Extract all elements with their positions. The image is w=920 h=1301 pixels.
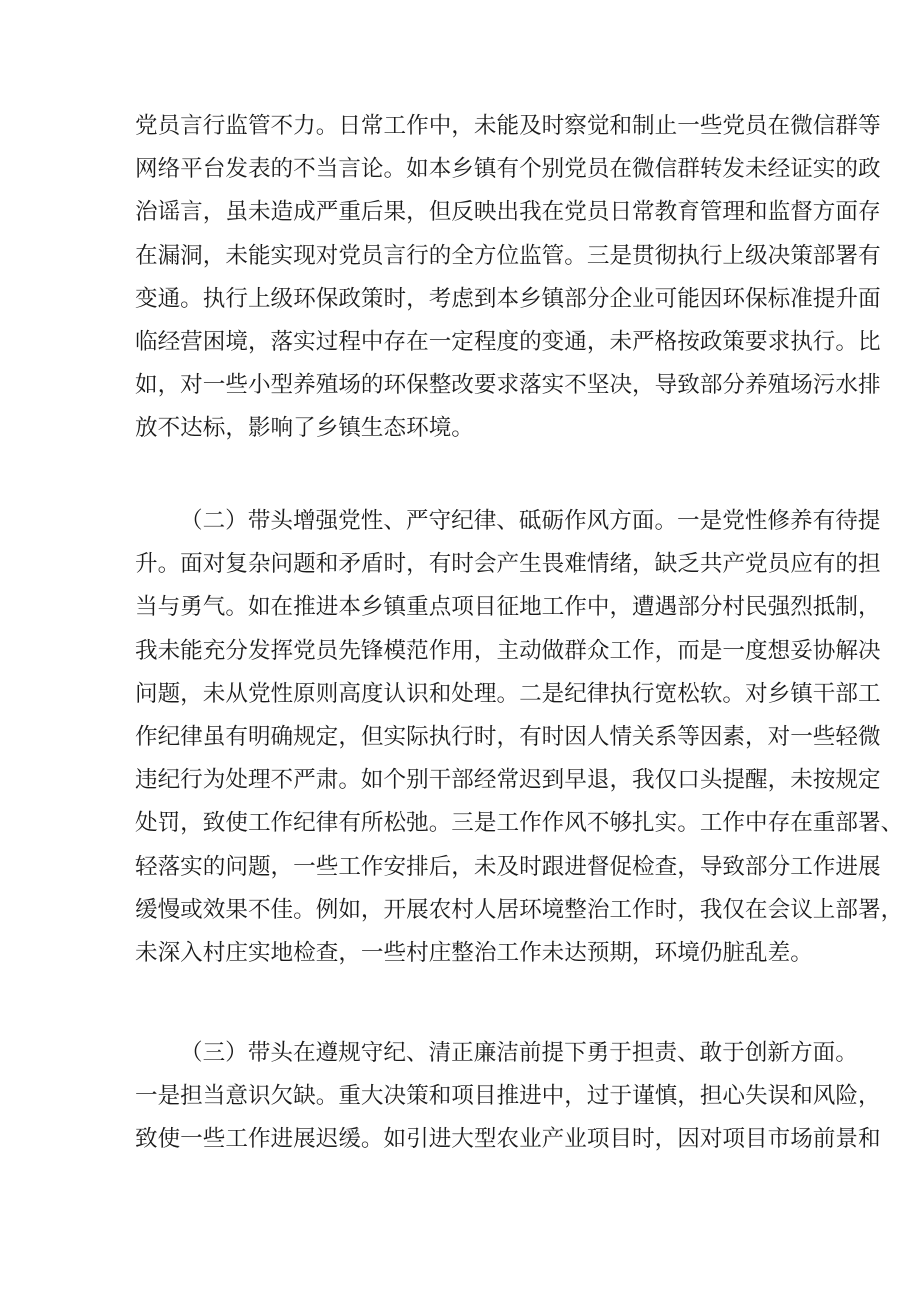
paragraph-line: 缓慢或效果不佳。例如，开展农村人居环境整治工作时，我仅在会议上部署，	[135, 896, 904, 923]
paragraph-line: 党员言行监管不力。日常工作中，未能及时察觉和制止一些党员在微信群等	[135, 113, 881, 139]
paragraph-line: 致使一些工作进展迟缓。如引进大型农业产业项目时，因对项目市场前景和	[135, 1126, 881, 1153]
paragraph-line: 当与勇气。如在推进本乡镇重点项目征地工作中，遭遇部分村民强烈抵制，	[135, 594, 881, 621]
paragraph-line: 作纪律虽有明确规定，但实际执行时，有时因人情关系等因素，对一些轻微	[135, 723, 881, 750]
paragraph-line: 升。面对复杂问题和矛盾时，有时会产生畏难情绪，缺乏共产党员应有的担	[135, 551, 881, 578]
paragraph-line: 处罚，致使工作纪律有所松弛。三是工作作风不够扎实。工作中存在重部署、	[135, 810, 904, 837]
paragraph-1	[135, 105, 881, 451]
paragraph-2	[135, 500, 904, 975]
paragraph-line: （三）带头在遵规守纪、清正廉洁前提下勇于担责、敢于创新方面。	[180, 1040, 858, 1066]
paragraph-line: 放不达标，影响了乡镇生态环境。	[135, 415, 474, 442]
paragraph-line: 如，对一些小型养殖场的环保整改要求落实不坚决，导致部分养殖场污水排	[135, 372, 881, 399]
paragraph-line: 治谣言，虽未造成严重后果，但反映出我在党员日常教育管理和监督方面存	[135, 199, 881, 226]
paragraph-line: 未深入村庄实地检查，一些村庄整治工作未达预期，环境仍脏乱差。	[135, 939, 813, 966]
paragraph-line: 在漏洞，未能实现对党员言行的全方位监管。三是贯彻执行上级决策部署有	[135, 242, 881, 269]
paragraph-line: （二）带头增强党性、严守纪律、砥砺作风方面。一是党性修养有待提	[180, 508, 881, 534]
paragraph-line: 一是担当意识欠缺。重大决策和项目推进中，过于谨慎，担心失误和风险，	[135, 1083, 881, 1110]
paragraph-3	[135, 1032, 881, 1162]
paragraph-line: 变通。执行上级环保政策时，考虑到本乡镇部分企业可能因环保标准提升面	[135, 285, 881, 312]
paragraph-line: 问题，未从党性原则高度认识和处理。二是纪律执行宽松软。对乡镇干部工	[135, 680, 881, 707]
paragraph-line: 我未能充分发挥党员先锋模范作用，主动做群众工作，而是一度想妥协解决	[135, 637, 881, 664]
paragraph-line: 轻落实的问题，一些工作安排后，未及时跟进督促检查，导致部分工作进展	[135, 853, 881, 880]
paragraph-line: 违纪行为处理不严肃。如个别干部经常迟到早退，我仅口头提醒，未按规定	[135, 767, 881, 794]
paragraph-line: 网络平台发表的不当言论。如本乡镇有个别党员在微信群转发未经证实的政	[135, 156, 881, 183]
paragraph-line: 临经营困境，落实过程中存在一定程度的变通，未严格按政策要求执行。比	[135, 328, 881, 355]
